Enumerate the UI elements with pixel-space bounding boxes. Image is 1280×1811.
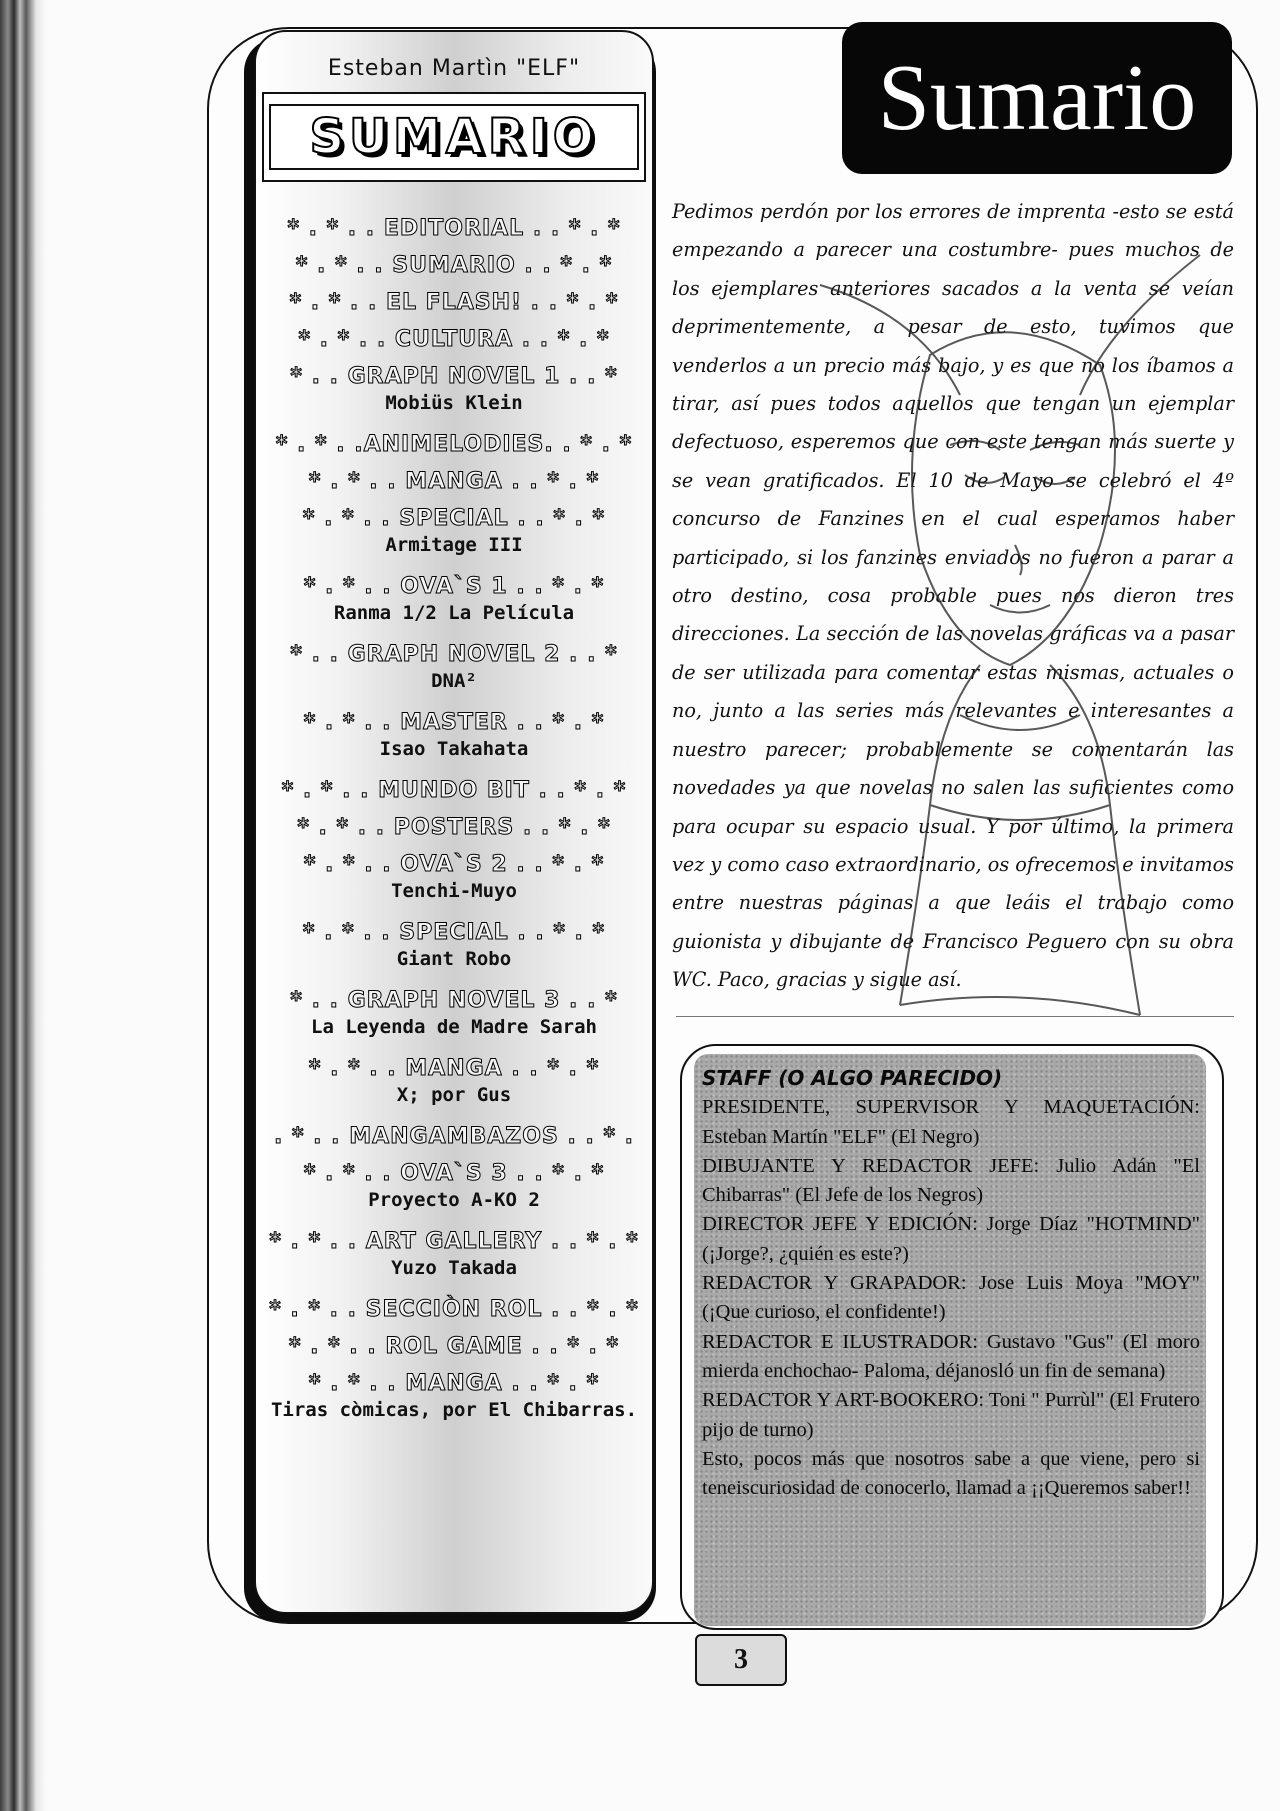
separator-line [676, 1016, 1234, 1017]
toc-entry [256, 914, 652, 982]
toc-banner [262, 92, 646, 182]
toc-list [256, 210, 652, 1433]
toc-entry [256, 500, 652, 568]
staff-line: PRESIDENTE, SUPERVISOR Y MAQUETACIÓN: Esteban Martín "ELF" (El Negro) [702, 1096, 1200, 1148]
sumario-heading [842, 22, 1232, 174]
toc-entry-title: . * . . MANGAMBAZOS . . * . [273, 1124, 635, 1149]
page-number-value: 3 [734, 1644, 748, 1675]
toc-entry [256, 321, 652, 358]
toc-entry-subtitle: DNA² [431, 670, 477, 692]
toc-entry [256, 772, 652, 809]
toc-entry [256, 1328, 652, 1365]
toc-entry [256, 568, 652, 636]
toc-entry-title: * . * . . MANGA . . * . * [308, 1056, 600, 1081]
toc-entry [256, 210, 652, 247]
toc-entry [256, 704, 652, 772]
toc-author: Esteban Martìn "ELF" [327, 56, 581, 81]
page-number [695, 1634, 787, 1686]
toc-entry [256, 1050, 652, 1118]
toc-entry [256, 846, 652, 914]
toc-entry-title: * . * . . ART GALLERY . . * . * [269, 1229, 639, 1254]
toc-entry-title: * . * . . MANGA . . * . * [308, 1371, 600, 1396]
toc-entry-title: * . . GRAPH NOVEL 3 . . * [290, 988, 618, 1013]
toc-entry [256, 284, 652, 321]
staff-line: Esto, pocos más que nosotros sabe a que viene, pero si teneiscuriosidad de conocerlo, llamad a ¡¡Queremos saber!! [702, 1447, 1200, 1500]
toc-entry [256, 426, 652, 463]
toc-entry-title: * . * . . MUNDO BIT . . * . * [281, 778, 627, 803]
staff-line: REDACTOR E ILUSTRADOR: Gustavo "Gus" (El moro mierda enchochao- Paloma, déjanosló un fin de semana) [702, 1330, 1200, 1382]
toc-entry-title: * . * . . EDITORIAL . . * . * [287, 216, 621, 241]
toc-entry-title: * . * . . EL FLASH! . . * . * [289, 290, 619, 315]
toc-entry [256, 809, 652, 846]
heading-title: Sumario [877, 46, 1197, 150]
toc-entry-title: * . * . . MANGA . . * . * [308, 469, 600, 494]
toc-entry-title: * . * . . SUMARIO . . * . * [295, 253, 613, 278]
toc-panel [254, 30, 654, 1614]
toc-entry-title: * . * . . OVA`S 2 . . * . * [303, 852, 605, 877]
toc-entry-title: * . * . . CULTURA . . * . * [298, 327, 610, 352]
toc-entry [256, 1291, 652, 1328]
toc-entry-title: * . . GRAPH NOVEL 2 . . * [290, 642, 618, 667]
book-binding [0, 0, 46, 1811]
toc-entry [256, 358, 652, 426]
toc-entry-subtitle: La Leyenda de Madre Sarah [311, 1016, 597, 1038]
toc-entry-title: * . * . . POSTERS . . * . * [297, 815, 611, 840]
toc-entry-title: * . * . . SPECIAL . . * . * [302, 920, 606, 945]
toc-banner-title: SUMARIO [309, 109, 599, 165]
toc-entry-title: * . * . . OVA`S 1 . . * . * [303, 574, 605, 599]
toc-entry-subtitle: Tenchi-Muyo [391, 880, 517, 902]
toc-entry-title: * . * . . OVA`S 3 . . * . * [303, 1161, 605, 1186]
toc-banner-frame [269, 104, 639, 170]
editorial-text: Pedimos perdón por los errores de imprenta -esto se está empezando a parecer una costumbre- pues muchos de los ejemplares anteriores sacados a la venta se veían deprimentemente, a pesar de esto, tuvimos que venderlos a un precio más bajo, y es que no los íbamos a tirar, así pues todos aquellos que tengan un ejemplar defectuoso, esperemos que con este tengan más suerte y se vean gratificados. El 10 de Mayo se celebró el 4º concurso de Fanzines en el cual esperamos haber participado, si los fanzines enviados no fueron a parar a otro destino, cosa probable pues nos dieron tres direcciones. La sección de las novelas gráficas va a pasar de ser utilizada para comentar estas mismas, actuales o no, junto a las series más relevantes e interesantes a nuestro parecer; probablemente se comentarán las novedades ya que novelas no salen las suficientes como para ocupar su espacio usual. Y por último, la primera vez y como caso extraordinario, os ofrecemos e invitamos entre nuestras páginas a que leáis el trabajo como guionista y dibujante de Francisco Peguero con su obra WC. Paco, gracias y sigue así. [672, 200, 1234, 992]
toc-entry-subtitle: Mobiüs Klein [385, 392, 523, 414]
toc-entry-title: * . * . .ANIMELODIES. . * . * [275, 432, 633, 457]
toc-entry [256, 463, 652, 500]
toc-entry [256, 1365, 652, 1433]
staff-heading: STAFF (O ALGO PARECIDO) [702, 1066, 1003, 1090]
toc-entry [256, 247, 652, 284]
toc-entry-subtitle: Proyecto A-KO 2 [368, 1189, 540, 1211]
toc-entry-title: * . * . . ROL GAME . . * . * [288, 1334, 620, 1359]
toc-entry [256, 636, 652, 704]
staff-line: REDACTOR Y ART-BOOKERO: Toni " Purrùl" (El Frutero pijo de turno) [702, 1389, 1200, 1441]
toc-entry-title: * . * . . SPECIAL . . * . * [302, 506, 606, 531]
toc-entry-title: * . * . . SECCIÒN ROL . . * . * [269, 1297, 639, 1322]
toc-entry-subtitle: Tiras còmicas, por El Chibarras. [270, 1399, 638, 1421]
toc-entry [256, 1223, 652, 1291]
toc-entry-subtitle: Giant Robo [396, 948, 512, 970]
toc-entry-subtitle: Isao Takahata [379, 738, 529, 760]
staff-line: REDACTOR Y GRAPADOR: Jose Luis Moya "MOY" (¡Que curioso, el confidente!) [702, 1272, 1200, 1324]
staff-credits [702, 1064, 1200, 1503]
toc-entry [256, 1118, 652, 1155]
toc-entry-title: * . * . . MASTER . . * . * [303, 710, 605, 735]
staff-line: DIBUJANTE Y REDACTOR JEFE: Julio Adán "El Chibarras" (El Jefe de los Negros) [702, 1154, 1200, 1207]
toc-entry-subtitle: Armitage III [385, 534, 523, 556]
toc-entry [256, 982, 652, 1050]
toc-entry-subtitle: Yuzo Takada [391, 1257, 517, 1279]
toc-entry-title: * . . GRAPH NOVEL 1 . . * [290, 364, 618, 389]
toc-entry [256, 1155, 652, 1223]
toc-entry-subtitle: X; por Gus [396, 1084, 512, 1106]
toc-entry-subtitle: Ranma 1/2 La Película [333, 602, 575, 624]
staff-line: DIRECTOR JEFE Y EDICIÓN: Jorge Díaz "HOTMIND" (¡Jorge?, ¿quién es este?) [702, 1213, 1200, 1265]
